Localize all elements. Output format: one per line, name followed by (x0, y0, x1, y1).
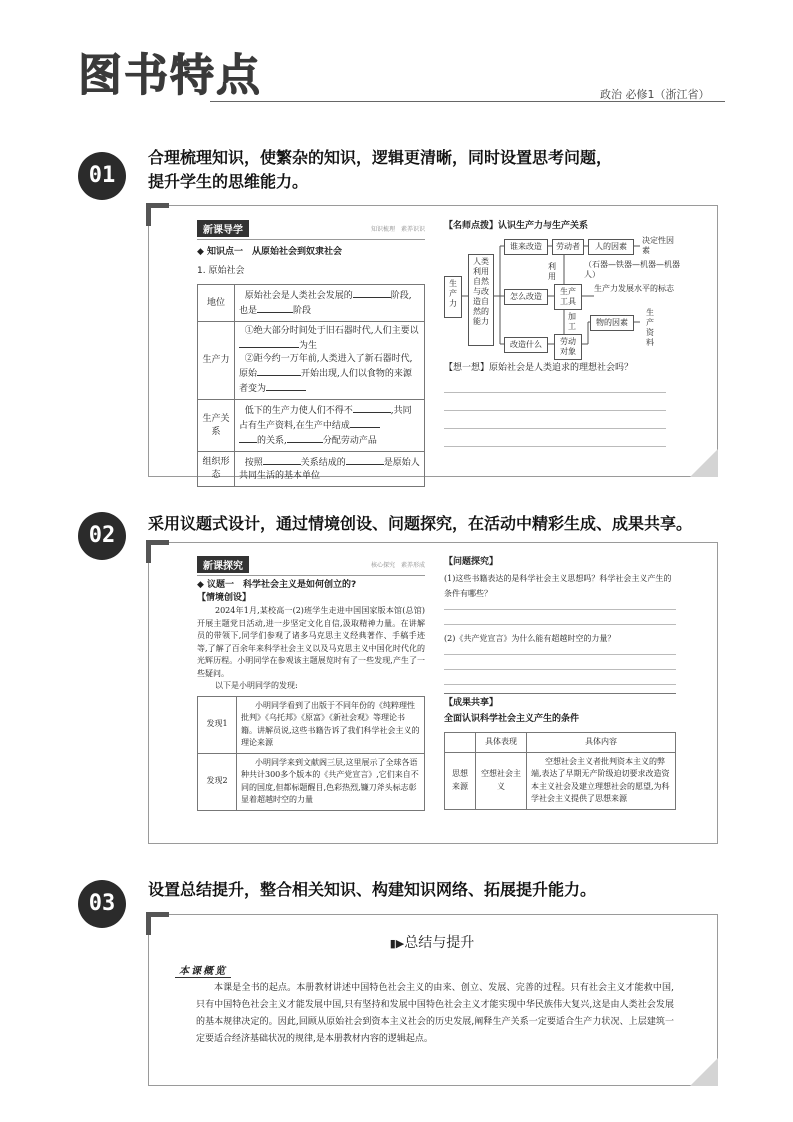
section-badge-01: 01 (78, 152, 126, 200)
cell-detail: 空想社会主义者批判资本主义的弊端,表达了早期无产阶级迫切要求改造资本主义社会及建立理想社会的愿望,为科学社会主义提供了思想来源 (527, 752, 676, 809)
subject-label: 政治 必修1（浙江省） (600, 88, 710, 101)
section-03-headline: 设置总结提升，整合相关知识、构建知识网络、拓展提升能力。 (148, 880, 597, 899)
section-01-headline-line2: 提升学生的思维能力。 (148, 172, 309, 191)
lesson-guide-subtag: 知识梳理 素养识识 (370, 226, 425, 233)
scene-text: 2024年1月,某校高一(2)班学生走进中国国家版本馆(总馆)开展主题党日活动,进一步坚定文化自信,汲取精神力量。在讲解员的带领下,同学们参观了诸多马克思主义经典著作、手稿手迹等,了解了百余年来科学社会主义以及马克思主义中国化时代化的光辉历程。小明同学在参观该主题展览时有了一些发现,产生了一些疑问。 (197, 606, 425, 678)
inquiry-subtag: 核心探究 素养形成 (370, 562, 425, 569)
finding-label: 发现1 (198, 696, 237, 753)
scene-tag: 【情境创设】 (197, 593, 252, 603)
page-fold-decoration (690, 1058, 718, 1086)
row-label: 地位 (198, 285, 235, 322)
node-who-transforms: 谁来改造 (504, 239, 548, 255)
answer-line (444, 624, 676, 625)
row-label: 生产力 (198, 322, 235, 400)
header-content: 具体内容 (527, 733, 676, 753)
label-development-sign: 生产力发展水平的标志 (594, 284, 674, 293)
table-row (198, 322, 425, 400)
table-row (198, 400, 425, 452)
new-lesson-guide (197, 220, 425, 487)
node-material-factor: 物的因素 (590, 315, 634, 331)
play-icon: ▮▶ (389, 937, 405, 950)
conditions-table (444, 732, 676, 810)
knowledge-subheading: 1. 原始社会 (197, 266, 245, 276)
section-01-headline-line1: 合理梳理知识，使繁杂的知识，逻辑更清晰，同时设置思考问题， (148, 148, 613, 167)
card-corner-decoration (146, 203, 169, 226)
finding-label: 发现2 (198, 753, 237, 810)
section-badge-02: 02 (78, 512, 126, 560)
cell-source: 思想来源 (445, 752, 476, 809)
table-row (198, 285, 425, 322)
node-tools: 生产工具 (554, 284, 582, 310)
question-inquiry (444, 556, 676, 810)
page-title: 图书特点 (78, 50, 262, 101)
result-tag: 【成果共享】 (444, 693, 676, 710)
row-content: 原始社会是人类社会发展的 阶段,也是 阶段 (235, 285, 425, 322)
answer-line (444, 392, 666, 393)
findings-table (197, 696, 425, 811)
node-laborer: 劳动者 (552, 239, 584, 255)
label-process: 加工 (568, 312, 576, 331)
lesson-guide-tag: 新课导学 (197, 220, 249, 237)
node-productivity: 生产力 (444, 276, 462, 318)
row-content: ①绝大部分时间处于旧石器时代,人们主要以为生 ②距今约一万年前,人类进入了新石器时代,原始 开始出现,人们以食物的来源者变为 (235, 322, 425, 400)
inquiry-tag: 新课探究 (197, 556, 249, 573)
label-means-of-production: 生产资料 (642, 306, 658, 344)
header-empty (445, 733, 476, 753)
answer-line (444, 609, 676, 610)
row-content: 按照 关系结成的 是原始人共同生活的基本单位 (235, 452, 425, 487)
overview-text: 本课是全书的起点。本册教材讲述中国特色社会主义的由来、创立、发展、完善的过程。只有社会主义才能救中国,只有中国特色社会主义才能发展中国,只有坚持和发展中国特色社会主义才能实现中华民族伟大复兴,这是由人类社会发展的基本规律决定的。因此,回顾从原始社会到资本主义社会的历史发展,阐释生产关系一定要适合生产力状况、上层建筑一定要适合经济基础状况的规律,是本册教材内容的逻辑起点。 (196, 983, 674, 1044)
think-prompt: 【想一想】原始社会是人类追求的理想社会吗？ (444, 363, 634, 373)
row-label: 生产关系 (198, 400, 235, 452)
teacher-tip-tag: 【名师点拨】认识生产力与生产关系 (444, 221, 589, 231)
overview-tag: 本课概览 (175, 962, 231, 978)
table-header-row (445, 733, 676, 753)
answer-line (444, 654, 676, 655)
table-row (198, 452, 425, 487)
concept-diagram (444, 236, 684, 360)
header-manifestation: 具体表现 (476, 733, 527, 753)
knowledge-table (197, 284, 425, 487)
question-tag: 【问题探究】 (444, 557, 499, 567)
cell-utopian: 空想社会主义 (476, 752, 527, 809)
finding-text: 小明同学看到了出版于不同年份的《纯粹理性批判》《乌托邦》《原富》《新社会观》等理论书籍。讲解员说,这些书籍告诉了我们科学社会主义的理论来源 (237, 696, 425, 753)
row-content: 低下的生产力使人们不得不 ,共同占有生产资料,在生产中结成 的关系, 分配劳动产品 (235, 400, 425, 452)
question-1: (1)这些书籍表达的是科学社会主义思想吗？科学社会主义产生的条件有哪些？ (444, 574, 672, 598)
row-label: 组织形态 (198, 452, 235, 487)
label-use: 利用 (548, 262, 556, 281)
page-fold-decoration (690, 449, 718, 477)
new-lesson-inquiry (197, 556, 425, 811)
table-row (445, 752, 676, 809)
table-row (198, 696, 425, 753)
node-what-transforms: 改造什么 (504, 337, 548, 353)
section-badge-03: 03 (78, 880, 126, 928)
table-row (198, 753, 425, 810)
answer-line (444, 410, 666, 411)
node-human-ability: 人类利用自然与改造自然的能力 (468, 254, 494, 346)
knowledge-point-title: ◆ 知识点一 从原始社会到奴隶社会 (197, 247, 343, 257)
answer-line (444, 669, 676, 670)
scene-tail: 以下是小明同学的发现: (215, 681, 298, 690)
answer-line (444, 684, 676, 685)
question-2: (2)《共产党宣言》为什么能有超越时空的力量？ (444, 634, 616, 643)
label-tool-evolution: （石器—铁器—机器—机器人） (584, 260, 680, 279)
section-01-headline (148, 146, 748, 194)
card-corner-decoration (146, 540, 169, 563)
node-human-factor: 人的因素 (588, 239, 634, 255)
finding-text: 小明同学来到文献阁三层,这里展示了全球各语种共计300多个版本的《共产党宣言》,它们来自不同的国度,但都标题醒目,色彩热烈,镰刀斧头标志彰显着超越时空的力量 (237, 753, 425, 810)
node-how-transforms: 怎么改造 (504, 289, 548, 305)
topic-title: ◆ 议题一 科学社会主义是如何创立的? (197, 580, 357, 590)
section-02-headline: 采用议题式设计，通过情境创设、问题探究，在活动中精彩生成、成果共享。 (148, 514, 693, 533)
label-decisive-factor: 决定性因素 (642, 236, 674, 255)
answer-line (444, 446, 666, 447)
answer-line (444, 428, 666, 429)
node-labor-object: 劳动对象 (554, 334, 582, 360)
summary-title: ▮▶总结与提升 (389, 935, 475, 951)
result-title: 全面认识科学社会主义产生的条件 (444, 714, 580, 724)
